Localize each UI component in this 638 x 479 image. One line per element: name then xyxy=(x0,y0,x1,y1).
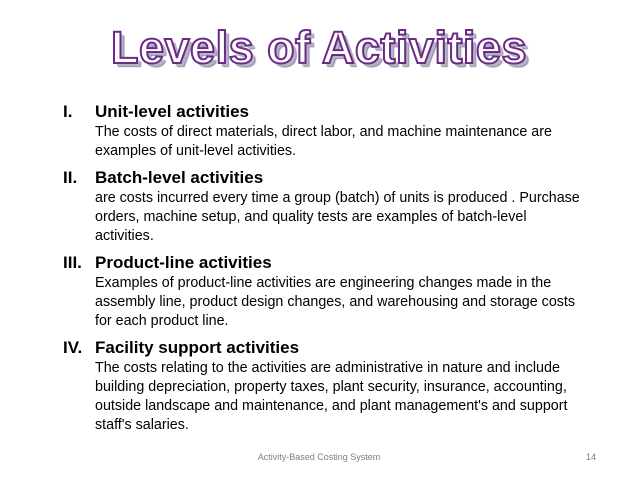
activity-item-header xyxy=(63,167,583,189)
item-numeral: III. xyxy=(63,253,82,272)
item-heading: Batch-level activities xyxy=(95,168,264,187)
item-description: are costs incurred every time a group (batch) of units is produced . Purchase orders, machine setup, and quality tests are examples of batch-level activities. xyxy=(95,190,580,244)
slide-title: Levels of Activities xyxy=(111,22,527,73)
item-description: Examples of product-line activities are engineering changes made in the assembly line, product design changes, and warehousing and storage costs for each product line. xyxy=(95,275,576,329)
activity-item-header xyxy=(63,101,583,123)
item-heading: Product-line activities xyxy=(95,253,272,272)
activity-item-facility-support xyxy=(63,337,583,435)
activity-item-header xyxy=(63,252,583,274)
footer-text: Activity-Based Costing System xyxy=(257,452,381,462)
item-description: The costs relating to the activities are administrative in nature and include building depreciation, property taxes, plant security, insurance, accounting, outside landscape and maintenance, and plant management's and support staff's salaries. xyxy=(95,360,568,433)
item-heading: Unit-level activities xyxy=(95,102,250,121)
item-description: The costs of direct materials, direct labor, and machine maintenance are examples of unit-level activities. xyxy=(95,124,552,159)
page-number: 14 xyxy=(585,452,596,462)
activity-list xyxy=(63,101,583,441)
activity-item-product-line xyxy=(63,252,583,331)
item-numeral: I. xyxy=(63,102,73,121)
item-numeral: IV. xyxy=(63,338,83,357)
activity-item-header xyxy=(63,337,583,359)
activity-item-batch-level xyxy=(63,167,583,246)
item-numeral: II. xyxy=(63,168,78,187)
activity-item-unit-level xyxy=(63,101,583,161)
item-heading: Facility support activities xyxy=(95,338,300,357)
